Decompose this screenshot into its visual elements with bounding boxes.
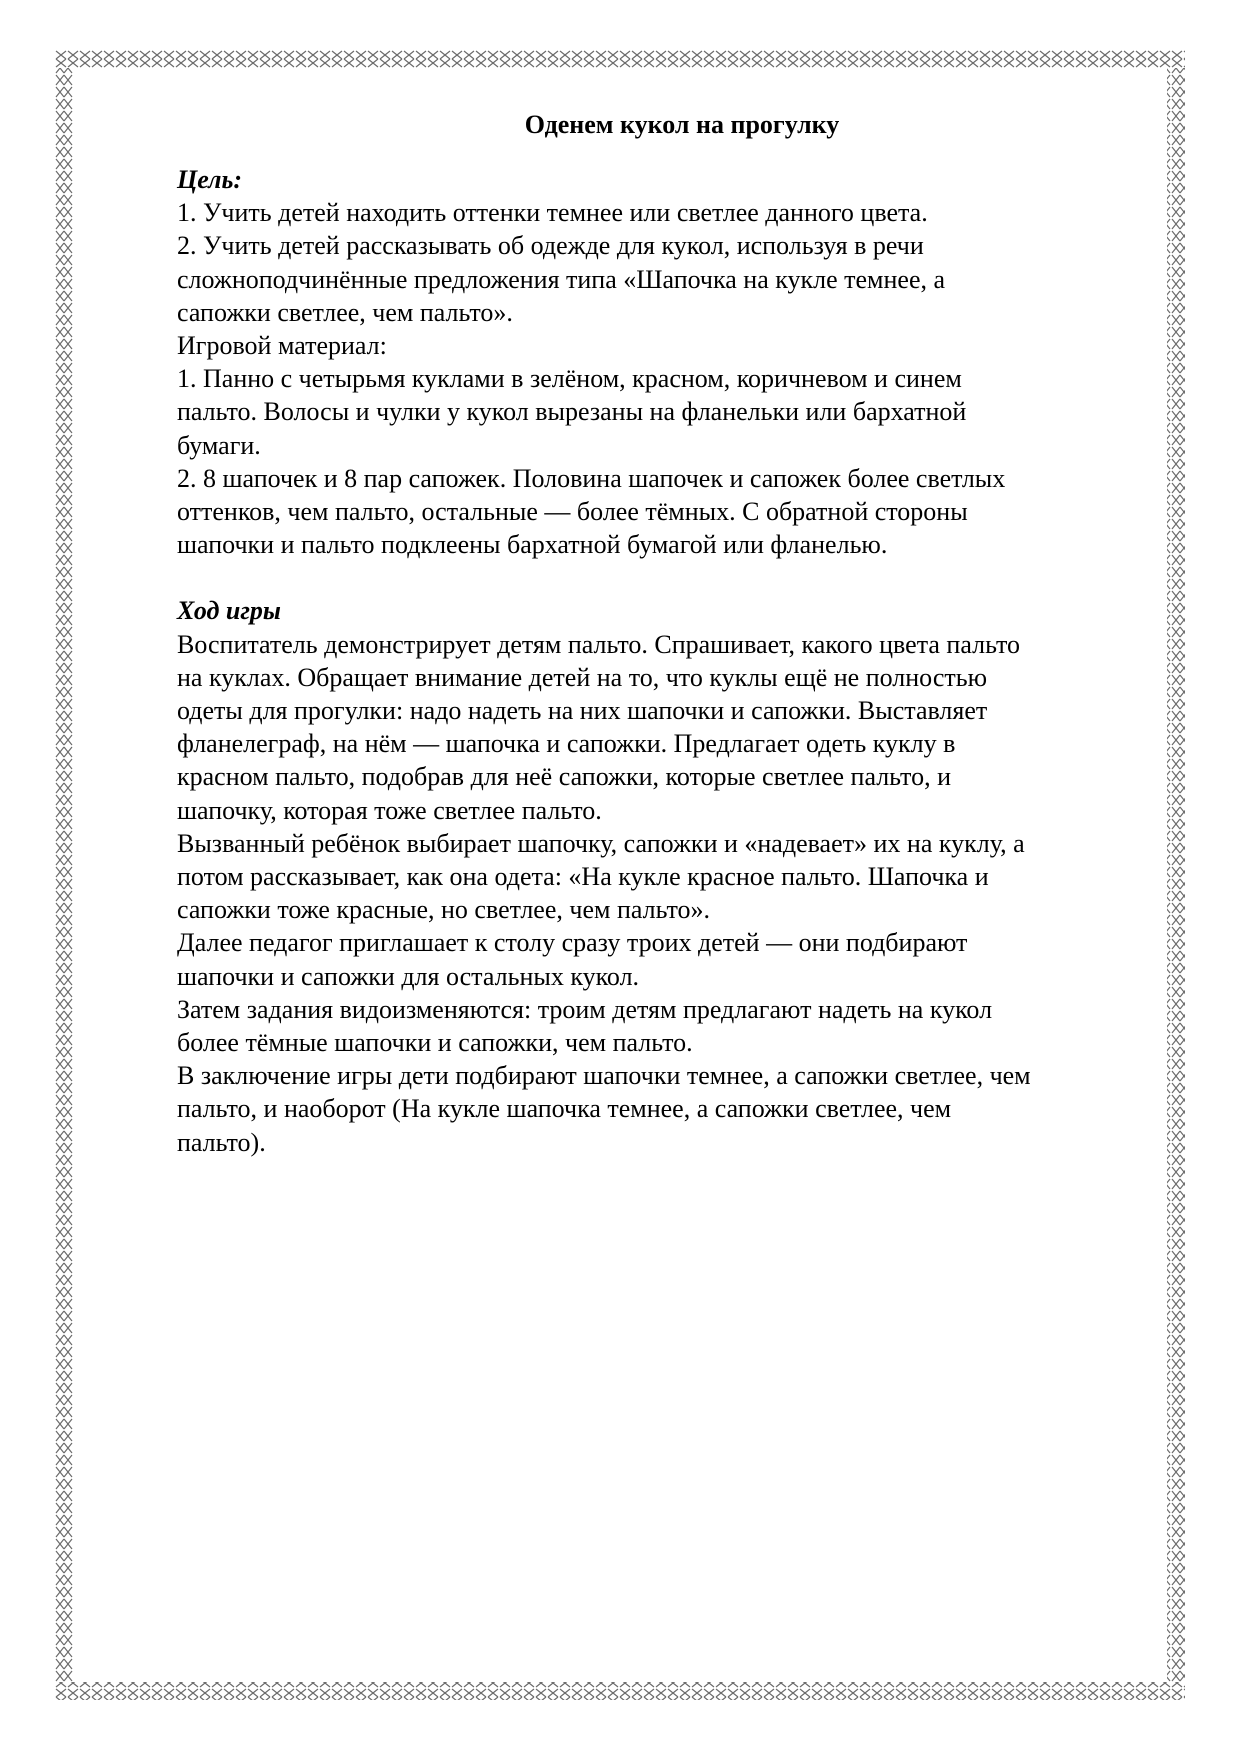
game-text-line: фланелеграф, на нём — шапочка и сапожки. Предлагает одеть куклу в xyxy=(177,729,956,759)
game-text-line: одеты для прогулки: надо надеть на них шапочки и сапожки. Выставляет xyxy=(177,696,988,726)
game-text-line: пальто, и наоборот (На кукле шапочка темнее, а сапожки светлее, чем xyxy=(177,1094,952,1124)
goal-text-line: оттенков, чем пальто, остальные — более тёмных. С обратной стороны xyxy=(177,497,968,527)
game-text-line: шапочку, которая тоже светлее пальто. xyxy=(177,795,602,825)
game-heading: Ход игры xyxy=(177,596,281,626)
goal-text-line: шапочки и пальто подклеены бархатной бумагой или фланелью. xyxy=(177,530,888,560)
game-text-line: Далее педагог приглашает к столу сразу троих детей — они подбирают xyxy=(177,928,968,958)
document-title: Оденем кукол на прогулку xyxy=(524,110,840,139)
game-section xyxy=(177,628,1167,1159)
document-body xyxy=(177,108,1167,1159)
game-text-line: на куклах. Обращает внимание детей на то, что куклы ещё не полностью xyxy=(177,662,987,692)
game-text-line: шапочки и сапожки для остальных кукол. xyxy=(177,961,640,991)
section-gap xyxy=(177,561,1167,594)
game-text-line: Воспитатель демонстрирует детям пальто. Спрашивает, какого цвета пальто xyxy=(177,629,1020,659)
goal-heading: Цель: xyxy=(177,165,242,194)
goal-text-line: пальто. Волосы и чулки у кукол вырезаны на фланельки или бархатной xyxy=(177,397,967,427)
goal-text-line: 2. Учить детей рассказывать об одежде для кукол, используя в речи xyxy=(177,231,924,261)
goal-section xyxy=(177,196,1167,561)
goal-text-line: Игровой материал: xyxy=(177,331,387,361)
game-text-line: более тёмные шапочки и сапожки, чем пальто. xyxy=(177,1028,693,1058)
game-text-line: сапожки тоже красные, но светлее, чем пальто». xyxy=(177,895,710,925)
goal-text-line: сложноподчинённые предложения типа «Шапочка на кукле темнее, а xyxy=(177,264,946,294)
game-text-line: Вызванный ребёнок выбирает шапочку, сапожки и «надевает» их на куклу, а xyxy=(177,828,1025,858)
goal-text-line: 2. 8 шапочек и 8 пар сапожек. Половина шапочек и сапожек более светлых xyxy=(177,463,1006,493)
goal-text-line: 1. Панно с четырьмя куклами в зелёном, красном, коричневом и синем xyxy=(177,364,962,394)
game-text-line: Затем задания видоизменяются: троим детям предлагают надеть на кукол xyxy=(177,994,993,1024)
goal-text-line: сапожки светлее, чем пальто». xyxy=(177,297,513,327)
game-text-line: В заключение игры дети подбирают шапочки темнее, а сапожки светлее, чем xyxy=(177,1061,1031,1091)
goal-text-line: 1. Учить детей находить оттенки темнее или светлее данного цвета. xyxy=(177,198,928,228)
game-text-line: красном пальто, подобрав для неё сапожки, которые светлее пальто, и xyxy=(177,762,951,792)
game-text-line: пальто). xyxy=(177,1127,266,1157)
game-text-line: потом рассказывает, как она одета: «На кукле красное пальто. Шапочка и xyxy=(177,862,989,892)
goal-text-line: бумаги. xyxy=(177,430,261,460)
